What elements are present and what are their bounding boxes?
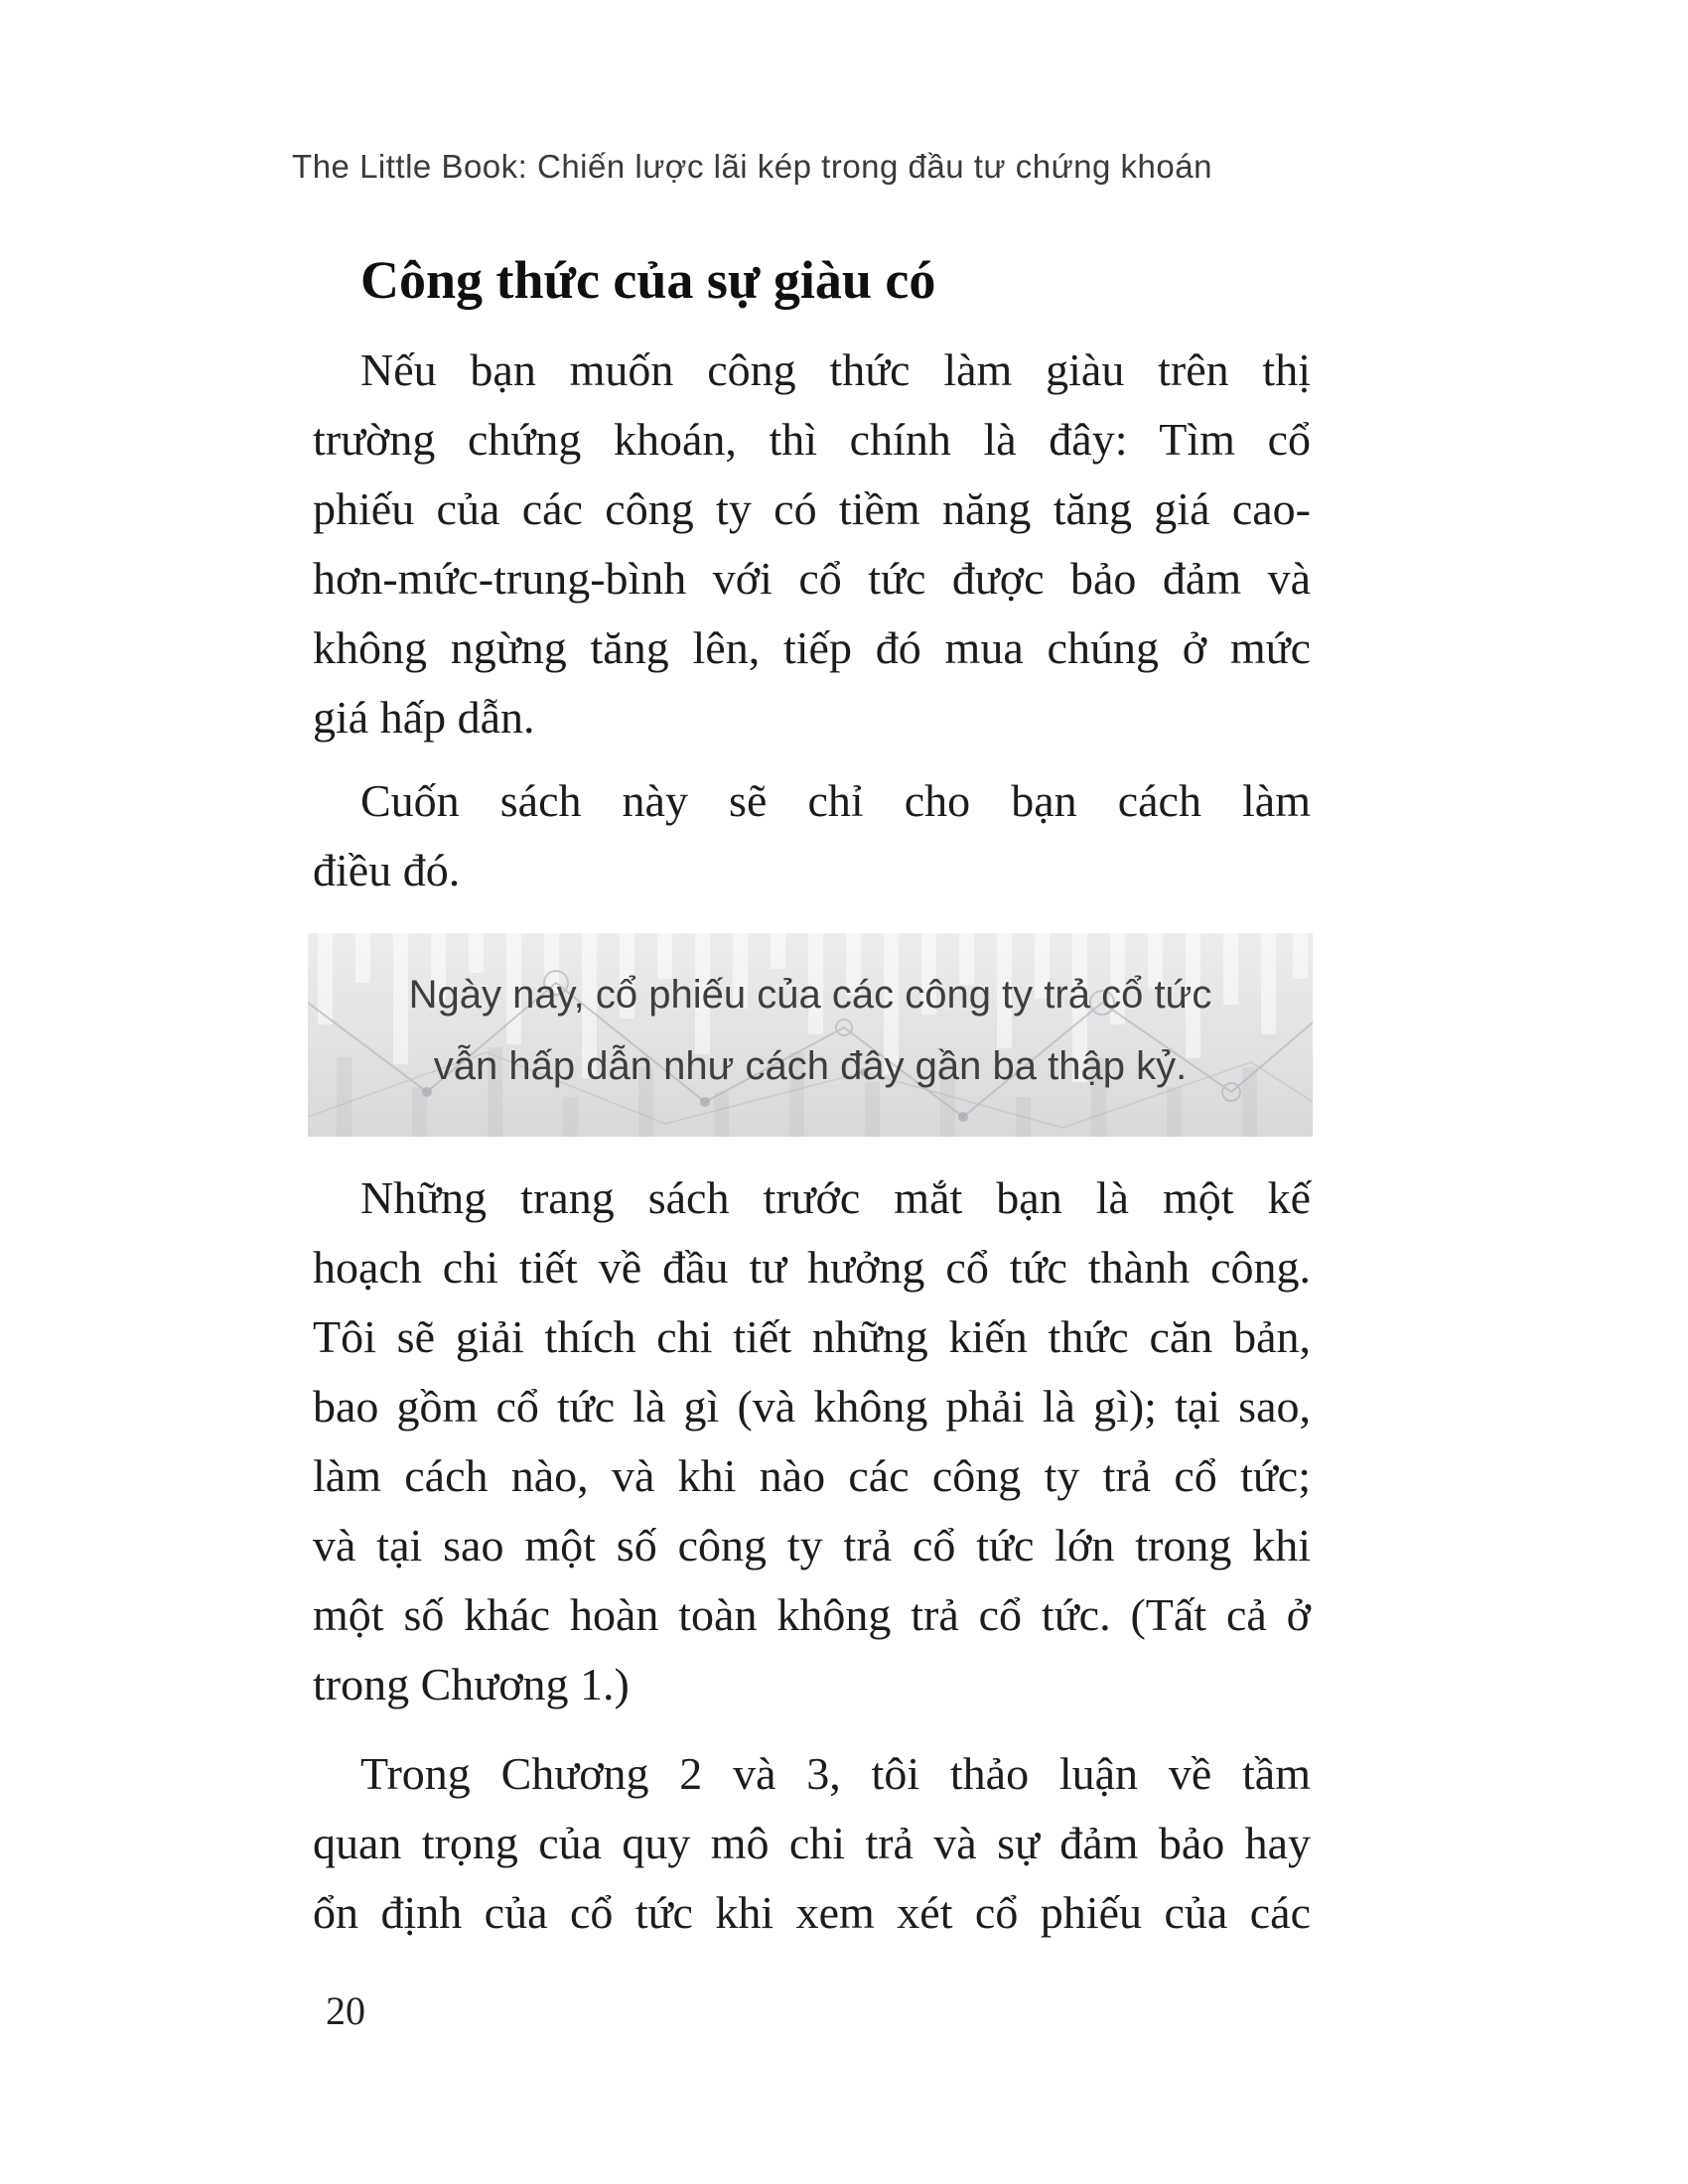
paragraph — [313, 1163, 1311, 1719]
page-number: 20 — [326, 1988, 365, 2033]
text-line: phiếu của các công ty có tiềm năng tăng giá cao- — [313, 483, 1311, 534]
text-line: trong Chương 1.) — [313, 1659, 630, 1709]
text-line: điều đó. — [313, 845, 461, 895]
quote-line: vẫn hấp dẫn như cách đây gần ba thập kỷ. — [433, 1044, 1188, 1088]
text-line: làm cách nào, và khi nào các công ty trả cổ tức; — [313, 1450, 1311, 1501]
quote-line: Ngày nay, cổ phiếu của các công ty trả cổ tức — [408, 973, 1212, 1017]
text-line: trường chứng khoán, thì chính là đây: Tìm cổ — [313, 414, 1311, 465]
text-line: bao gồm cổ tức là gì (và không phải là gì); tại sao, — [313, 1381, 1311, 1432]
running-header: The Little Book: Chiến lược lãi kép trong đầu tư chứng khoán — [292, 148, 1212, 185]
quote-text — [308, 933, 1313, 1102]
text-line: Những trang sách trước mắt bạn là một kế — [360, 1172, 1311, 1223]
text-line: Trong Chương 2 và 3, tôi thảo luận về tầm — [360, 1748, 1311, 1799]
quote-box — [308, 933, 1313, 1137]
text-line: ổn định của cổ tức khi xem xét cổ phiếu của các — [313, 1887, 1311, 1938]
text-line: Nếu bạn muốn công thức làm giàu trên thị — [360, 344, 1311, 395]
paragraph — [313, 1739, 1311, 1948]
text-line: hoạch chi tiết về đầu tư hưởng cổ tức thành công. — [313, 1242, 1311, 1293]
text-line: một số khác hoàn toàn không trả cổ tức. (Tất cả ở — [313, 1589, 1311, 1640]
text-line: hơn-mức-trung-bình với cổ tức được bảo đảm và — [313, 553, 1311, 604]
text-line: không ngừng tăng lên, tiếp đó mua chúng ở mức — [313, 622, 1311, 673]
section-heading: Công thức của sự giàu có — [360, 250, 936, 310]
paragraph — [313, 336, 1311, 752]
text-line: Cuốn sách này sẽ chỉ cho bạn cách làm — [360, 775, 1311, 826]
paragraph — [313, 766, 1311, 905]
text-line: Tôi sẽ giải thích chi tiết những kiến thức căn bản, — [313, 1311, 1311, 1362]
text-line: và tại sao một số công ty trả cổ tức lớn trong khi — [313, 1520, 1311, 1570]
text-line: giá hấp dẫn. — [313, 692, 535, 743]
text-line: quan trọng của quy mô chi trả và sự đảm bảo hay — [313, 1818, 1311, 1868]
